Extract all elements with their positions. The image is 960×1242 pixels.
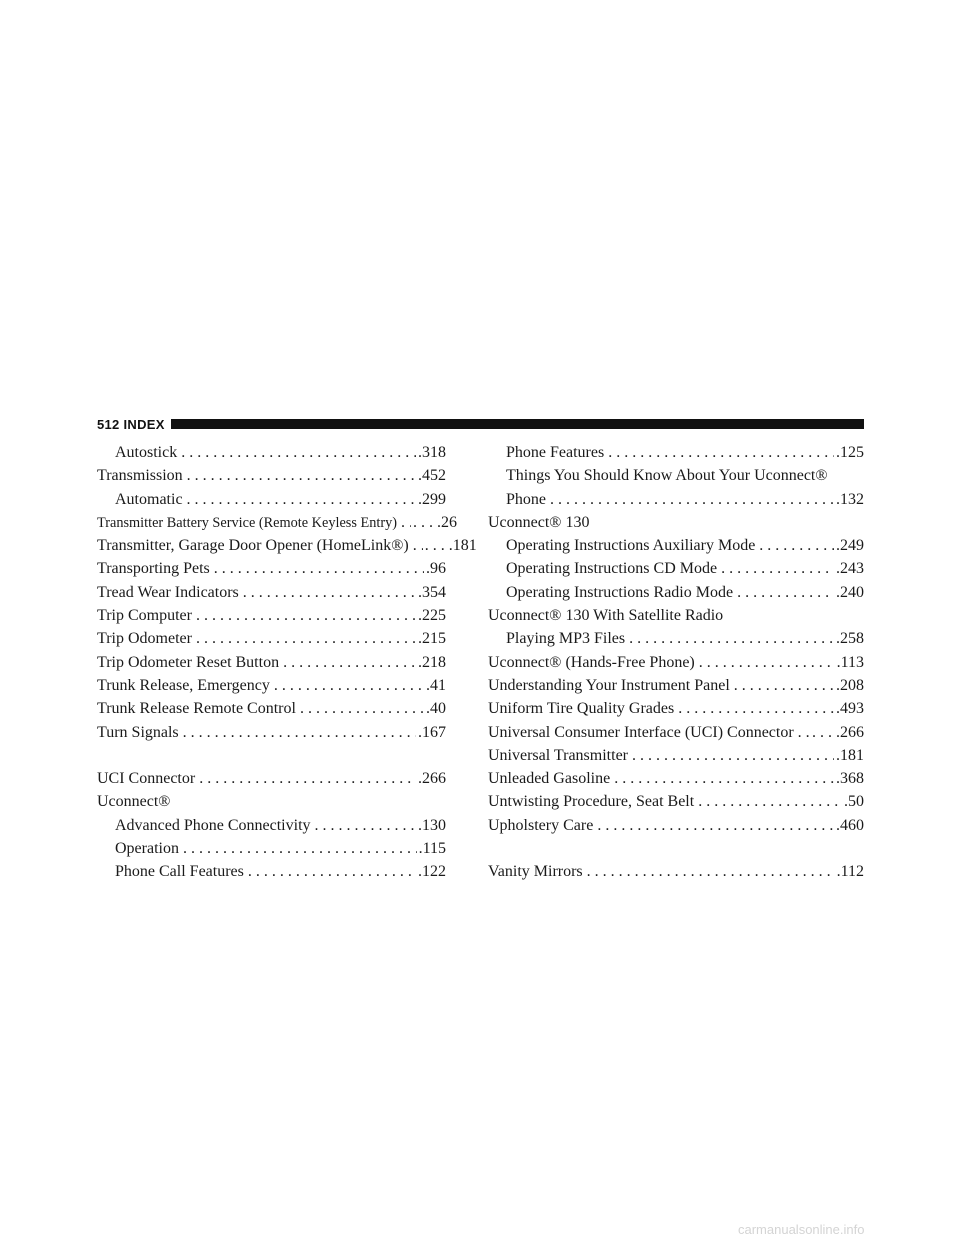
index-entry: [97, 464, 446, 487]
dot-leader: [608, 441, 834, 464]
index-entry: [97, 557, 446, 580]
entry-label: Things You Should Know About Your Uconnect®: [506, 467, 828, 485]
index-subentry: [488, 557, 864, 580]
index-entry: [97, 767, 446, 790]
entry-label: Autostick: [115, 444, 178, 461]
entry-page-number: .354: [418, 583, 446, 601]
entry-page-number: .125: [836, 444, 864, 461]
entry-page-number: . . . .26: [413, 513, 458, 531]
index-subentry: [97, 837, 446, 860]
index-entry: [97, 581, 446, 604]
entry-label: Understanding Your Instrument Panel: [488, 676, 730, 694]
entry-label: Operating Instructions CD Mode: [506, 560, 718, 578]
index-entry: [97, 627, 446, 650]
dot-leader: [587, 860, 835, 883]
entry-label: Operating Instructions Radio Mode: [506, 583, 734, 601]
index-subentry: [488, 464, 864, 487]
entry-label: Uconnect® 130: [488, 513, 590, 531]
entry-page-number: .266: [418, 770, 446, 788]
index-subentry: [488, 488, 864, 511]
index-subentry: [488, 627, 864, 650]
entry-page-number: .50: [844, 793, 864, 811]
entry-label: Operating Instructions Auxiliary Mode: [506, 537, 756, 555]
index-spacer: [97, 744, 446, 767]
watermark: carmanualsonline.info: [738, 1222, 865, 1237]
index-entry: [488, 674, 864, 697]
dot-leader: [798, 721, 810, 744]
entry-page-number: .299: [418, 490, 446, 508]
entry-page-number: .318: [418, 444, 446, 461]
index-entry: [488, 860, 864, 883]
dot-leader: [181, 441, 416, 464]
entry-page-number: .452: [418, 467, 446, 485]
index-entry: [97, 604, 446, 627]
dot-leader: [614, 767, 834, 790]
entry-page-number: .41: [426, 676, 446, 694]
dot-leader: [413, 534, 423, 557]
index-entry: [488, 721, 864, 744]
entry-page-number: .225: [418, 607, 446, 625]
entry-label: Transmission: [97, 467, 183, 485]
index-entry: [488, 604, 864, 627]
section-title: INDEX: [123, 416, 165, 432]
index-column-left: [97, 441, 477, 884]
index-entry: [488, 767, 864, 790]
entry-label: Unleaded Gasoline: [488, 770, 611, 788]
entry-label: Upholstery Care: [488, 816, 594, 834]
entry-label: Universal Transmitter: [488, 746, 628, 764]
dot-leader: [737, 581, 834, 604]
dot-leader: [597, 814, 834, 837]
index-entry: [488, 744, 864, 767]
entry-label: Trunk Release, Emergency: [97, 676, 270, 694]
index-subentry: [488, 534, 864, 557]
dot-leader: [243, 581, 416, 604]
dot-leader: [199, 767, 416, 790]
index-spacer: [488, 837, 864, 860]
entry-page-number: .132: [836, 490, 864, 508]
dot-leader: [187, 488, 416, 511]
index-entry: [97, 790, 446, 813]
dot-leader: [183, 837, 417, 860]
dot-leader: [196, 627, 416, 650]
entry-label: Tread Wear Indicators: [97, 583, 239, 601]
entry-label: Transmitter, Garage Door Opener (HomeLink®): [97, 537, 409, 555]
entry-label: Operation: [115, 840, 179, 858]
entry-page-number: .122: [418, 863, 446, 881]
entry-label: Uniform Tire Quality Grades: [488, 700, 675, 718]
entry-page-number: .218: [418, 653, 446, 671]
index-entry: [488, 814, 864, 837]
dot-leader: [183, 721, 416, 744]
entry-page-number: .208: [836, 676, 864, 694]
entry-page-number: . . . .266: [812, 723, 864, 741]
entry-page-number: .113: [836, 653, 864, 671]
index-column-right: [488, 441, 864, 884]
entry-label: Phone: [506, 490, 546, 508]
entry-page-number: .96: [426, 560, 446, 578]
entry-page-number: .368: [836, 770, 864, 788]
entry-page-number: . . . .181: [424, 537, 477, 555]
entry-label: Trunk Release Remote Control: [97, 700, 296, 718]
index-subentry: [97, 488, 446, 511]
index-entry: [97, 534, 477, 557]
entry-label: Uconnect® (Hands-Free Phone): [488, 653, 695, 671]
entry-label: Advanced Phone Connectivity: [115, 816, 311, 834]
index-subentry: [97, 441, 446, 464]
index-entry: [488, 697, 864, 720]
dot-leader: [699, 651, 835, 674]
index-subentry: [97, 860, 446, 883]
index-subentry: [488, 581, 864, 604]
page-header: [97, 414, 864, 434]
entry-label: UCI Connector: [97, 770, 196, 788]
index-entry: [97, 674, 446, 697]
index-entry: [488, 790, 864, 813]
index-entry: [97, 651, 446, 674]
entry-page-number: .249: [836, 537, 864, 555]
index-subentry: [97, 814, 446, 837]
entry-page-number: .167: [418, 723, 446, 741]
index-entry: [488, 511, 864, 534]
entry-page-number: .130: [418, 816, 446, 834]
index-entry: [97, 697, 446, 720]
dot-leader: [214, 557, 424, 580]
page-number: 512: [97, 416, 120, 432]
entry-page-number: .460: [836, 816, 864, 834]
dot-leader: [315, 814, 416, 837]
entry-label: Phone Features: [506, 444, 605, 461]
entry-page-number: .215: [418, 630, 446, 648]
entry-label: Automatic: [115, 490, 183, 508]
entry-label: Playing MP3 Files: [506, 630, 626, 648]
entry-label: Transmitter Battery Service (Remote Keyless Entry): [97, 514, 398, 531]
index-entry: [488, 651, 864, 674]
dot-leader: [248, 860, 416, 883]
entry-page-number: .181: [836, 746, 864, 764]
entry-page-number: .493: [836, 700, 864, 718]
entry-page-number: .240: [836, 583, 864, 601]
entry-label: Uconnect®: [97, 793, 171, 811]
entry-label: Untwisting Procedure, Seat Belt: [488, 793, 695, 811]
dot-leader: [759, 534, 834, 557]
dot-leader: [632, 744, 834, 767]
index-entry: [97, 511, 458, 534]
dot-leader: [401, 511, 411, 534]
dot-leader: [283, 651, 416, 674]
entry-label: Transporting Pets: [97, 560, 210, 578]
entry-label: Phone Call Features: [115, 863, 244, 881]
dot-leader: [300, 697, 424, 720]
entry-label: Trip Odometer: [97, 630, 192, 648]
dot-leader: [721, 557, 834, 580]
dot-leader: [196, 604, 416, 627]
entry-label: Vanity Mirrors: [488, 863, 583, 881]
entry-label: Trip Computer: [97, 607, 192, 625]
dot-leader: [698, 790, 842, 813]
entry-label: Trip Odometer Reset Button: [97, 653, 280, 671]
index-subentry: [488, 441, 864, 464]
entry-page-number: .115: [418, 840, 446, 858]
dot-leader: [629, 627, 834, 650]
page-header-label: [97, 417, 165, 432]
entry-label: Universal Consumer Interface (UCI) Connector: [488, 723, 794, 741]
header-rule: [171, 419, 864, 429]
dot-leader: [187, 464, 416, 487]
entry-page-number: .258: [836, 630, 864, 648]
entry-page-number: .40: [426, 700, 446, 718]
dot-leader: [550, 488, 834, 511]
index-entry: [97, 721, 446, 744]
entry-label: Uconnect® 130 With Satellite Radio: [488, 607, 724, 625]
entry-label: Turn Signals: [97, 723, 179, 741]
dot-leader: [734, 674, 834, 697]
dot-leader: [678, 697, 834, 720]
entry-page-number: .243: [836, 560, 864, 578]
dot-leader: [274, 674, 424, 697]
entry-page-number: .112: [836, 863, 864, 881]
